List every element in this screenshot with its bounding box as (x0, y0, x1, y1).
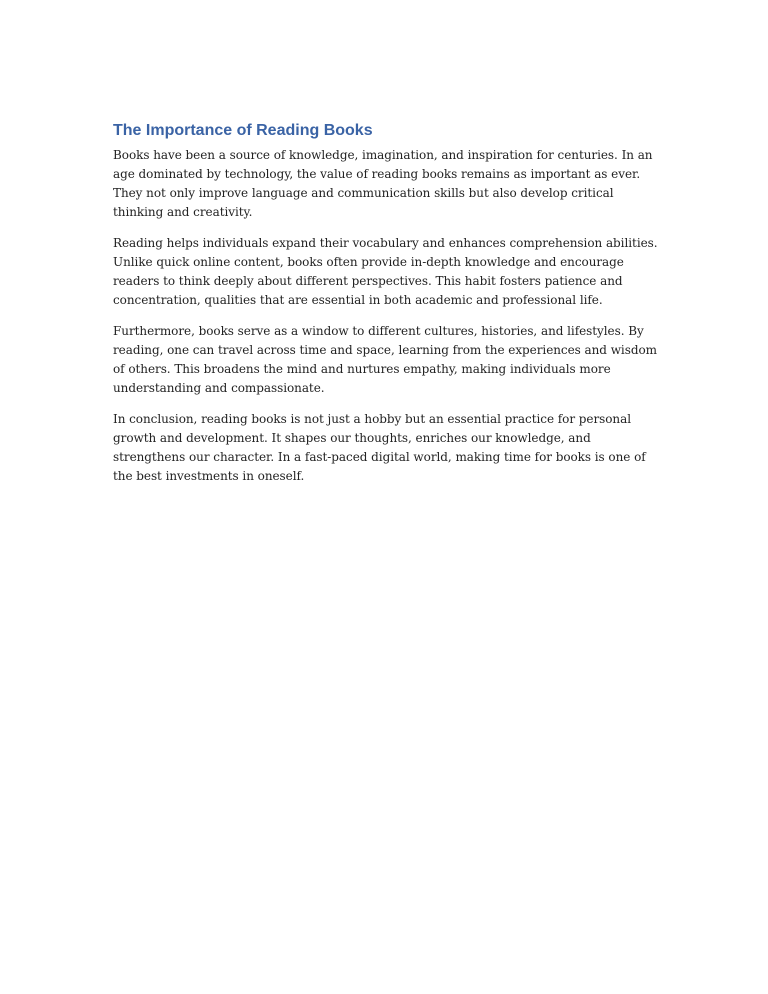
paragraph-intro: Books have been a source of knowledge, imagination, and inspiration for centuries. In an age dominated by technology, the value of reading books remains as important as ever. They not only improve language and communication skills but also develop critical thinking and creativity. (113, 148, 653, 219)
document-body (113, 121, 658, 498)
paragraph-vocabulary: Reading helps individuals expand their vocabulary and enhances comprehension abilities. Unlike quick online content, books often provide in-depth knowledge and encourage readers to think deeply about different perspectives. This habit fosters patience and concentration, qualities that are essential in both academic and professional life. (113, 236, 658, 307)
paragraph-conclusion: In conclusion, reading books is not just a hobby but an essential practice for personal growth and development. It shapes our thoughts, enriches our knowledge, and strengthens our character. In a fast-paced digital world, making time for books is one of the best investments in oneself. (113, 412, 646, 483)
paragraph-cultures: Furthermore, books serve as a window to different cultures, histories, and lifestyles. By reading, one can travel across time and space, learning from the experiences and wisdom of others. This broadens the mind and nurtures empathy, making individuals more understanding and compassionate. (113, 324, 657, 395)
document-title: The Importance of Reading Books (113, 122, 373, 139)
